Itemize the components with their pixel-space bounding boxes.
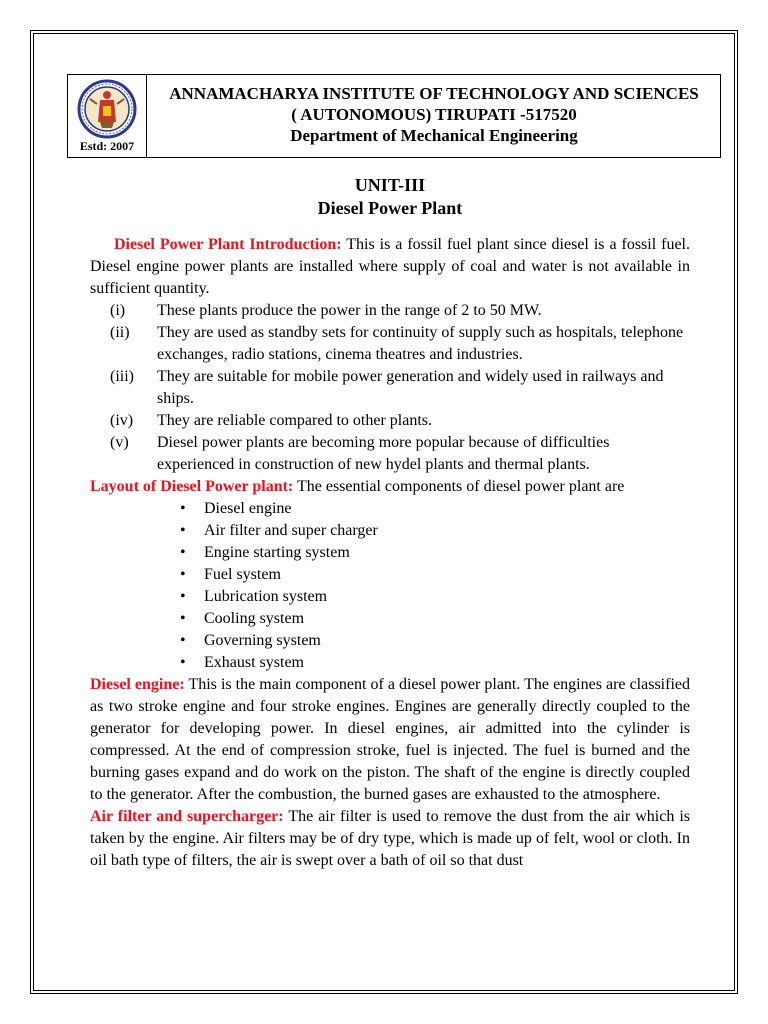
air-filter-paragraph — [90, 806, 690, 872]
diesel-engine-text: This is the main component of a diesel power plant. The engines are classified as two stroke engine and four stroke engines. Engines are generally directly coupled to the generator for developing power. In diesel engines, air admitted into the cylinder is compressed. At the end of compression stroke, fuel is injected. The fuel is burned and the burning gases expand and do work on the piston. The shaft of the engine is directly coupled to the generator. After the combustion, the burned gases are exhausted to the atmosphere. — [90, 676, 690, 803]
points-list — [90, 300, 690, 476]
list-item: (v) Diesel power plants are becoming more popular because of difficulties experienced in construction of new hydel plants and thermal plants. — [110, 434, 610, 473]
list-item: • Governing system — [180, 632, 321, 649]
air-filter-heading: Air filter and supercharger: — [90, 808, 284, 825]
diesel-engine-heading: Diesel engine: — [90, 676, 185, 693]
institute-location: ( AUTONOMOUS) TIRUPATI -517520 — [291, 105, 577, 124]
components-list — [90, 498, 690, 674]
diesel-engine-paragraph — [90, 674, 690, 806]
institute-logo-icon — [75, 78, 139, 142]
list-item: • Lubrication system — [180, 588, 328, 605]
intro-paragraph — [90, 234, 690, 300]
department-name: Department of Mechanical Engineering — [290, 126, 578, 145]
letterhead — [67, 74, 721, 158]
institute-header — [148, 83, 720, 146]
intro-heading: Diesel Power Plant Introduction: — [114, 236, 342, 253]
layout-text: The essential components of diesel power plant are — [293, 478, 625, 495]
intro-text: This is a fossil fuel plant since diesel is a fossil fuel. Diesel engine power plants are installed where supply of coal and water is not available in sufficient quantity. — [90, 236, 691, 297]
document-body — [90, 174, 690, 872]
list-item: • Fuel system — [180, 566, 281, 583]
list-item: • Exhaust system — [180, 654, 304, 671]
list-item: • Engine starting system — [180, 544, 350, 561]
unit-title: UNIT-III — [354, 175, 426, 195]
air-filter-text: The air filter is used to remove the dust from the air which is taken by the engine. Air filters may be of dry type, which is made up of felt, wool or cloth. In oil bath type of filters, the air is swept over a bath of oil so that dust — [90, 808, 691, 869]
logo-cell — [68, 75, 147, 157]
list-item: • Diesel engine — [180, 500, 292, 517]
list-item: (ii) They are used as standby sets for continuity of supply such as hospitals, telephone exchanges, radio stations, cinema theatres and industries. — [110, 324, 684, 363]
established-year: Estd: 2007 — [79, 139, 135, 153]
institute-name: ANNAMACHARYA INSTITUTE OF TECHNOLOGY AND SCIENCES — [169, 84, 699, 103]
list-item: (iii) They are suitable for mobile power generation and widely used in railways and ships. — [110, 368, 664, 407]
layout-paragraph — [90, 476, 690, 498]
list-item: • Cooling system — [180, 610, 305, 627]
list-item: (iv) They are reliable compared to other plants. — [110, 412, 432, 429]
layout-heading: Layout of Diesel Power plant: — [90, 478, 294, 495]
list-item: (i) These plants produce the power in the range of 2 to 50 MW. — [110, 302, 542, 319]
subject-title: Diesel Power Plant — [317, 198, 463, 218]
list-item: • Air filter and super charger — [180, 522, 378, 539]
